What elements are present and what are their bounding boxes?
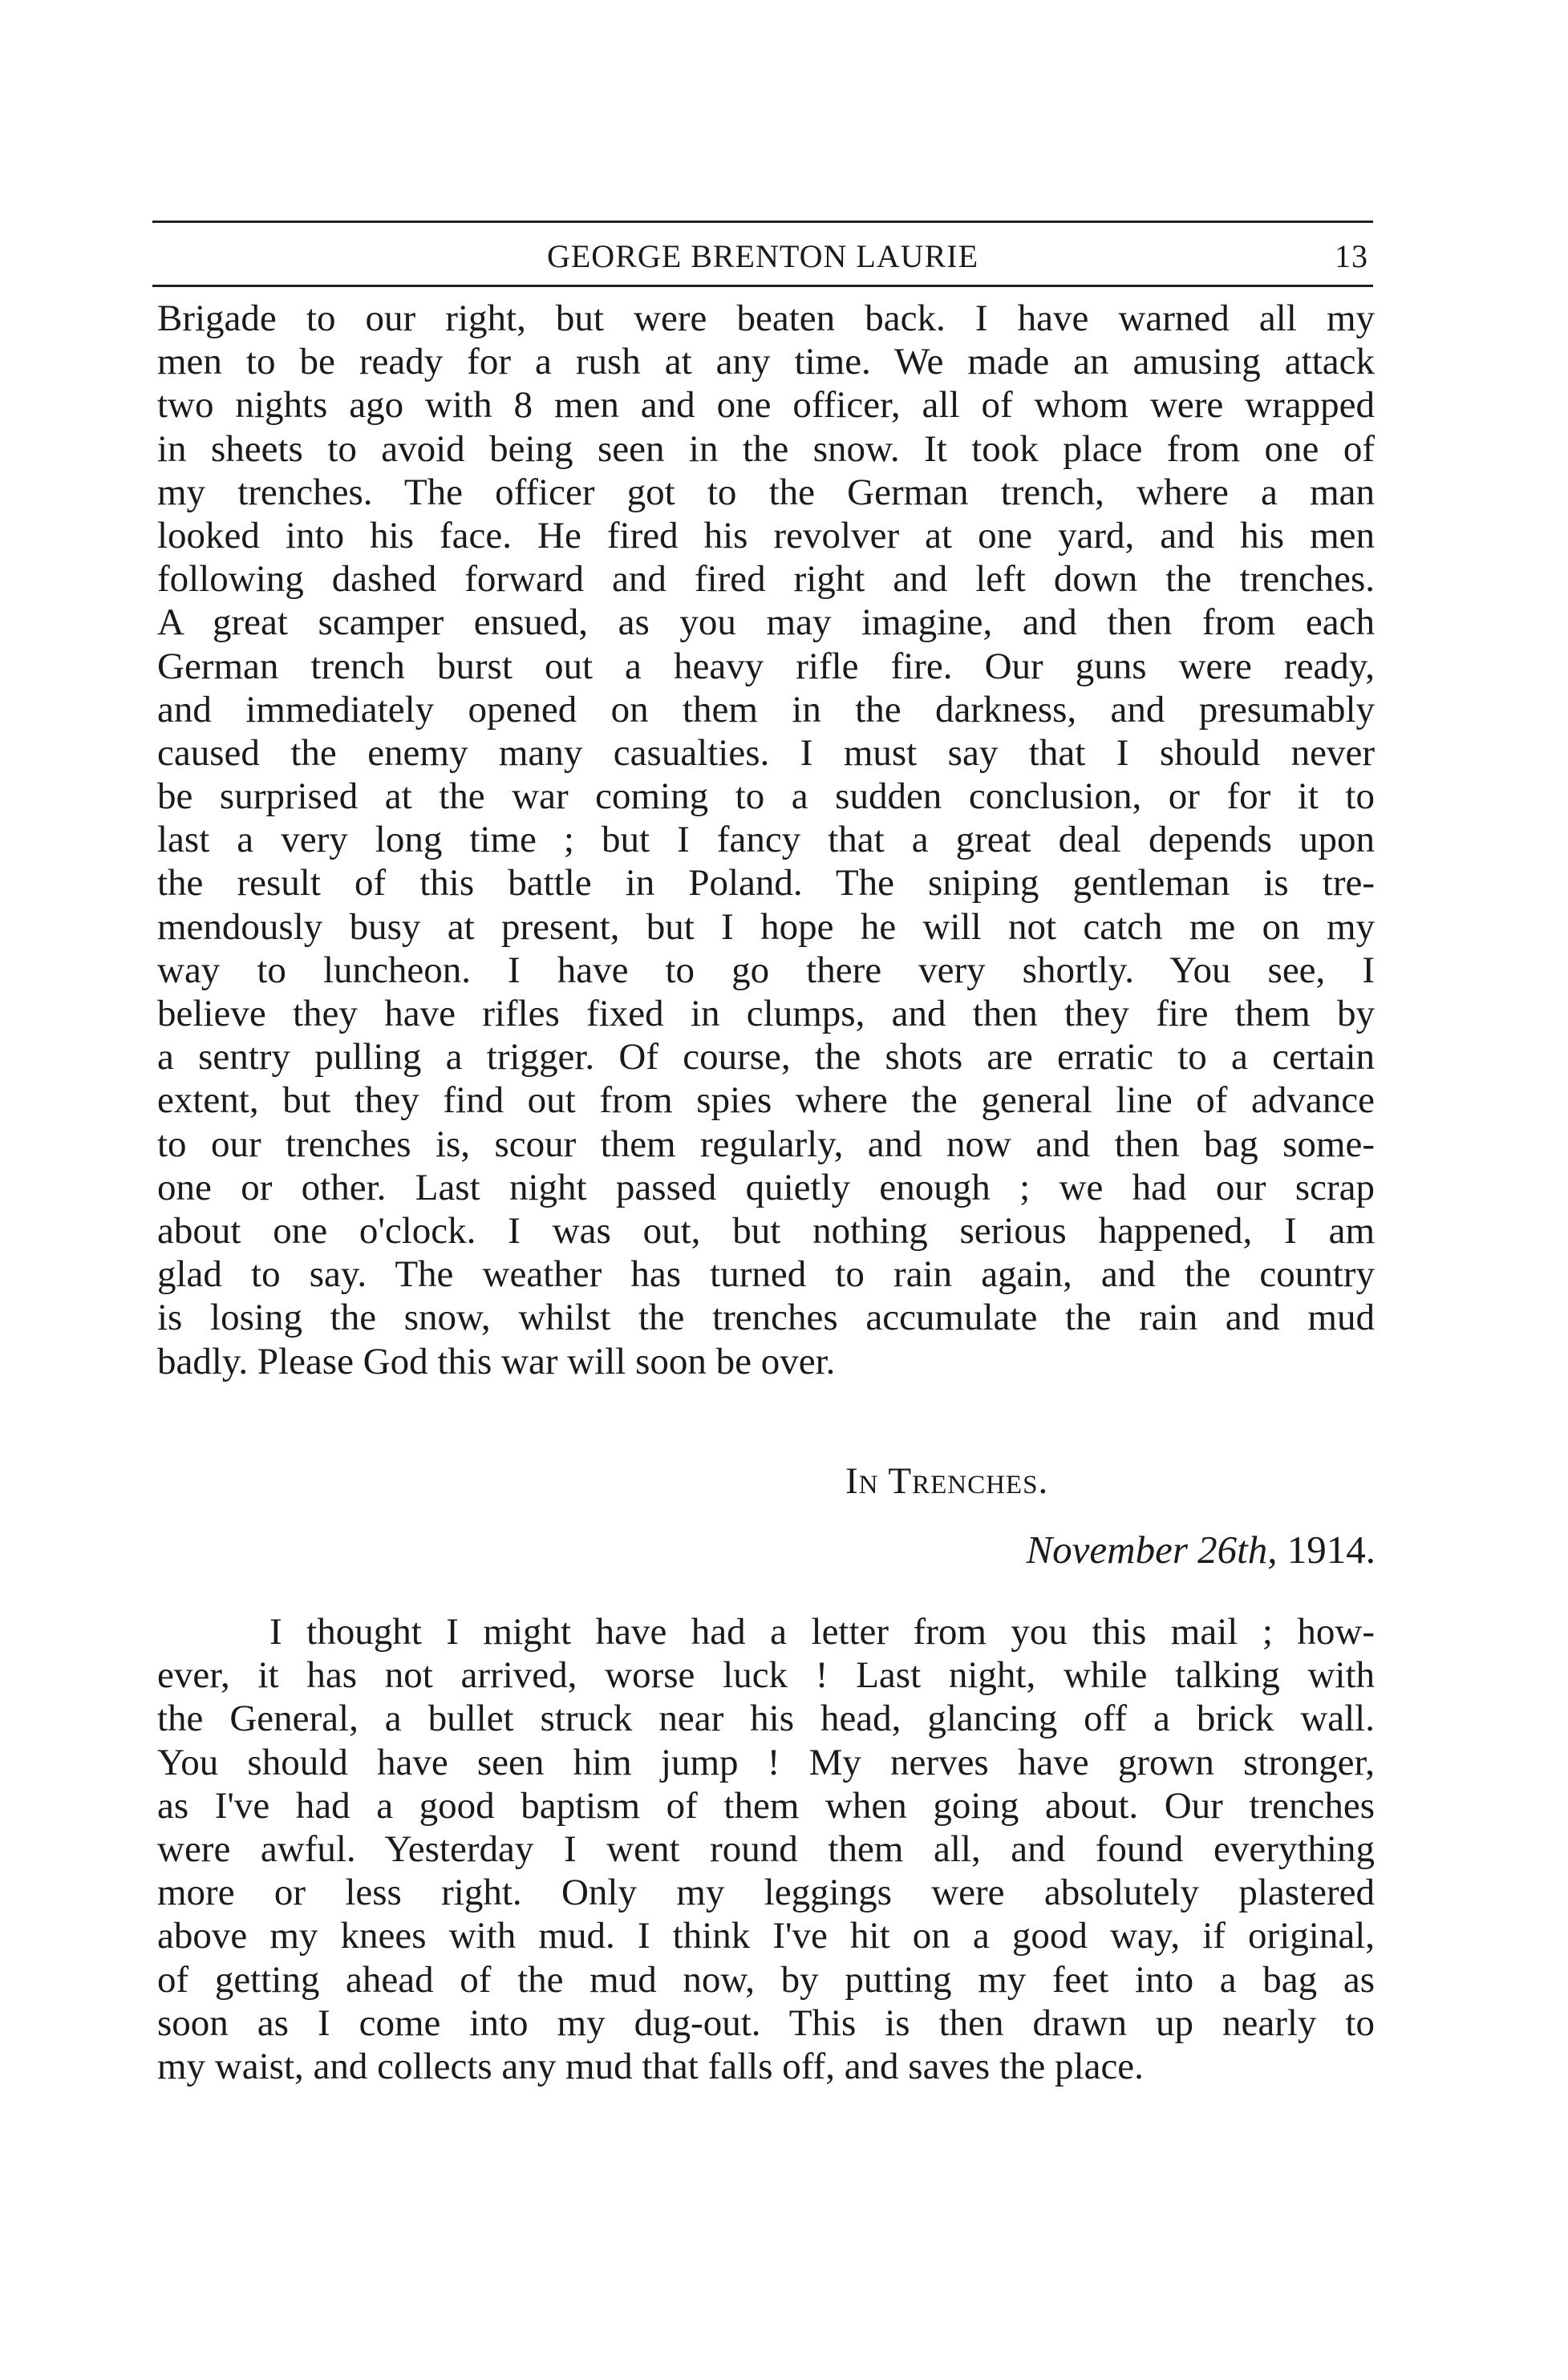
text-line: of getting ahead of the mud now, by putting my feet into a bag as — [157, 1958, 1375, 2001]
text-line: my waist, and collects any mud that falls off, and saves the place. — [157, 2045, 1144, 2087]
letter-date — [1027, 1527, 1376, 1572]
text-line: two nights ago with 8 men and one officer, all of whom were wrapped — [157, 384, 1375, 427]
text-line: my trenches. The officer got to the German trench, where a man — [157, 471, 1375, 513]
text-line: A great scamper ensued, as you may imagine, and then from each — [157, 601, 1375, 644]
text-line: were awful. Yesterday I went round them all, and found everything — [157, 1828, 1375, 1870]
header-top-rule — [152, 221, 1373, 223]
text-line: the result of this battle in Poland. The sniping gentleman is tre- — [157, 862, 1375, 905]
body-paragraph-1 — [157, 297, 1375, 1383]
text-line: last a very long time ; but I fancy that a great deal depends upon — [157, 819, 1375, 861]
running-header — [152, 233, 1373, 277]
text-line: in sheets to avoid being seen in the snow. It took place from one of — [157, 427, 1375, 470]
header-bottom-rule — [152, 285, 1373, 287]
text-line: glad to say. The weather has turned to rain again, and the country — [157, 1253, 1375, 1296]
text-line: to our trenches is, scour them regularly, and now and then bag some- — [157, 1123, 1375, 1165]
letter-place-heading: In Trenches. — [845, 1460, 1049, 1502]
text-line: above my knees with mud. I think I've hit on a good way, if original, — [157, 1915, 1375, 1957]
text-line: men to be ready for a rush at any time. We made an amusing attack — [157, 341, 1375, 383]
text-line: more or less right. Only my leggings were absolutely plastered — [157, 1872, 1375, 1914]
text-line: is losing the snow, whilst the trenches accumulate the rain and mud — [157, 1297, 1375, 1339]
text-line: as I've had a good baptism of them when going about. Our trenches — [157, 1784, 1375, 1827]
text-line: one or other. Last night passed quietly enough ; we had our scrap — [157, 1166, 1375, 1208]
text-line: caused the enemy many casualties. I must say that I should never — [157, 731, 1375, 774]
text-line: way to luncheon. I have to go there very shortly. You see, I — [157, 949, 1375, 991]
text-line: be surprised at the war coming to a sudden conclusion, or for it to — [157, 775, 1375, 818]
text-line: ever, it has not arrived, worse luck ! Last night, while talking with — [157, 1654, 1375, 1697]
running-title: GEORGE BRENTON LAURIE — [546, 238, 978, 274]
text-line: about one o'clock. I was out, but nothing serious happened, I am — [157, 1209, 1375, 1252]
text-line: believe they have rifles fixed in clumps, and then they fire them by — [157, 993, 1375, 1034]
page-number: 13 — [1335, 238, 1368, 274]
text-line: You should have seen him jump ! My nerves have grown stronger, — [157, 1741, 1375, 1783]
text-line: German trench burst out a heavy rifle fire. Our guns were ready, — [157, 645, 1375, 687]
text-line: Brigade to our right, but were beaten back. I have warned all my — [157, 298, 1375, 339]
text-line: mendously busy at present, but I hope he will not catch me on my — [157, 905, 1375, 948]
body-paragraph-2 — [157, 1610, 1375, 2088]
text-line: the General, a bullet struck near his head, glancing off a brick wall. — [157, 1698, 1375, 1740]
letter-date-year: 1914. — [1286, 1528, 1376, 1572]
text-line: a sentry pulling a trigger. Of course, the shots are erratic to a certain — [157, 1036, 1375, 1079]
text-line: I thought I might have had a letter from you this mail ; how- — [269, 1611, 1375, 1653]
text-line: and immediately opened on them in the darkness, and presumably — [157, 688, 1375, 731]
text-line: extent, but they find out from spies where the general line of advance — [157, 1079, 1375, 1122]
letter-date-day: November 26th, — [1026, 1528, 1278, 1572]
text-line: looked into his face. He fired his revolver at one yard, and his men — [157, 514, 1375, 557]
text-line: following dashed forward and fired right and left down the trenches. — [157, 558, 1375, 601]
text-line: soon as I come into my dug-out. This is then drawn up nearly to — [157, 2002, 1375, 2044]
text-line: badly. Please God this war will soon be over. — [157, 1340, 836, 1382]
